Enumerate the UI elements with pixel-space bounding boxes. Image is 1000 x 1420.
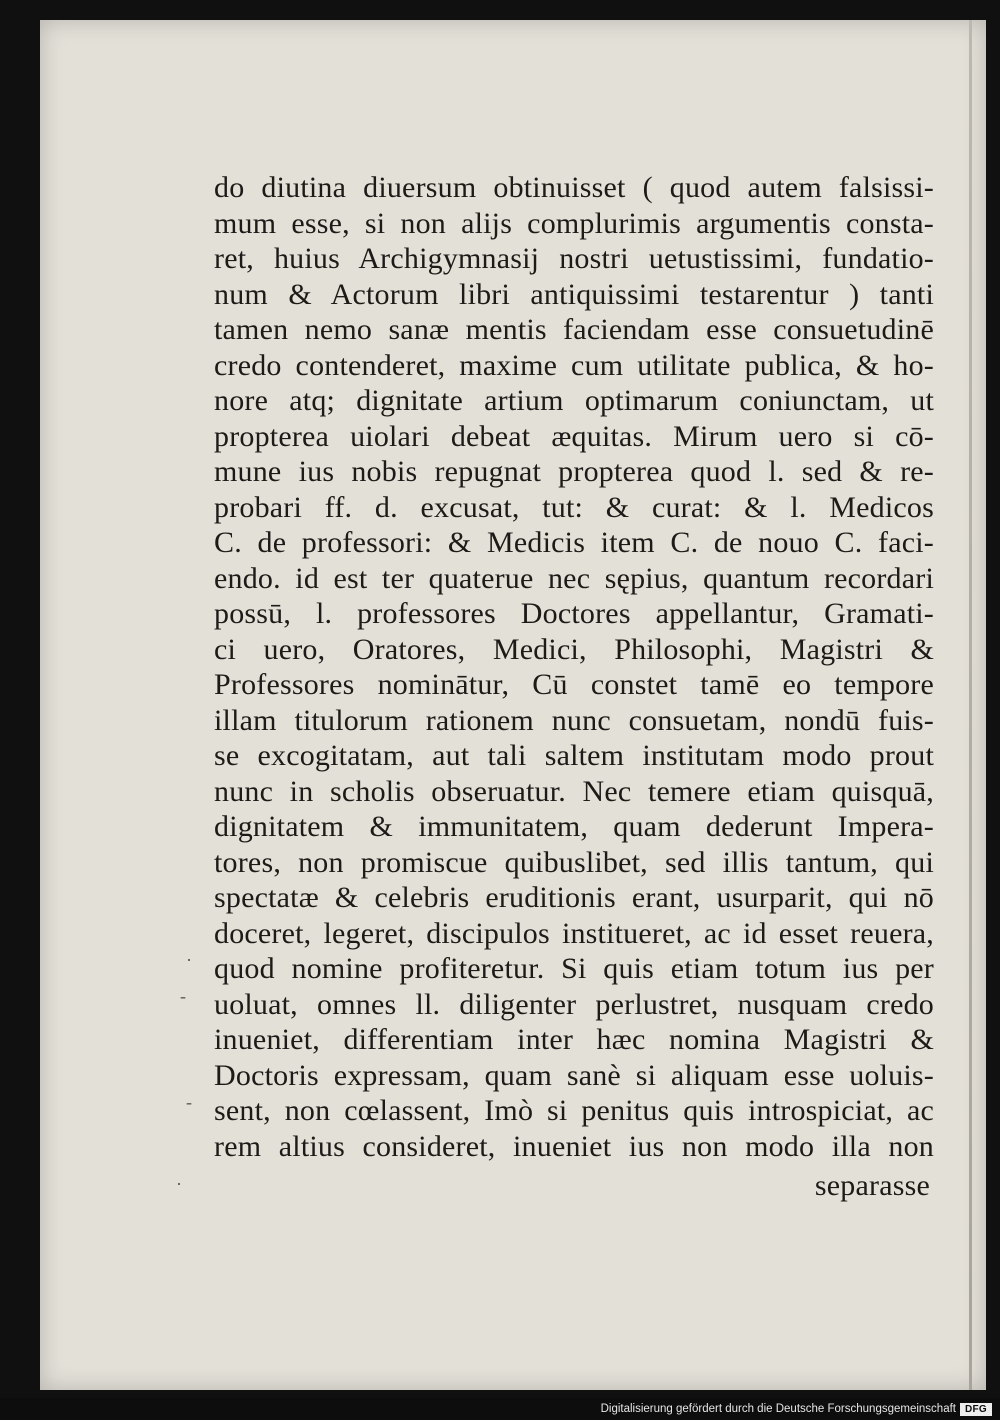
book-page bbox=[40, 20, 986, 1390]
text-line: possū, l. professores Doctores appellantur, Gramati- bbox=[214, 597, 934, 630]
text-line: ci uero, Oratores, Medici, Philosophi, Magistri & bbox=[214, 632, 934, 666]
catchword: separasse bbox=[814, 1169, 930, 1202]
dfg-logo: DFG bbox=[960, 1403, 992, 1416]
text-line: inueniet, differentiam inter hæc nomina Magistri & bbox=[214, 1023, 934, 1056]
text-line: do diutina diuersum obtinuisset ( quod autem falsissi- bbox=[214, 171, 934, 204]
text-line: se excogitatam, aut tali saltem institutam modo prout bbox=[214, 739, 934, 772]
text-line: Professores nominātur, Cū constet tamē eo tempore bbox=[214, 668, 934, 701]
text-block bbox=[214, 170, 934, 1204]
text-line: mum esse, si non alijs complurimis argumentis consta- bbox=[214, 206, 934, 240]
text-line: mune ius nobis repugnat propterea quod l. sed & re- bbox=[214, 455, 934, 488]
margin-mark: - bbox=[186, 1092, 192, 1112]
text-line: endo. id est ter quaterue nec sępius, quantum recordari bbox=[214, 561, 934, 595]
text-line: quod nomine profiteretur. Si quis etiam totum ius per bbox=[214, 952, 934, 985]
page-edge bbox=[969, 20, 972, 1390]
text-line: ret, huius Archigymnasij nostri uetustissimi, fundatio- bbox=[214, 242, 934, 275]
text-line: dignitatem & immunitatem, quam dederunt Impera- bbox=[214, 810, 934, 843]
text-line: num & Actorum libri antiquissimi testarentur ) tanti bbox=[214, 277, 934, 311]
text-line: tamen nemo sanæ mentis faciendam esse consuetudinē bbox=[214, 313, 934, 346]
text-line: tores, non promiscue quibuslibet, sed illis tantum, qui bbox=[214, 845, 934, 879]
margin-mark: · bbox=[176, 1174, 182, 1194]
digitization-credit: Digitalisierung gefördert durch die Deutsche Forschungsgemeinschaft bbox=[600, 1403, 956, 1415]
text-line: Doctoris expressam, quam sanè si aliquam esse uoluis- bbox=[214, 1058, 934, 1092]
margin-mark: · bbox=[186, 950, 192, 970]
text-line: C. de professori: & Medicis item C. de nouo C. faci- bbox=[214, 526, 934, 559]
footer-bar bbox=[0, 1398, 1000, 1420]
text-line: doceret, legeret, discipulos institueret, ac id esset reuera, bbox=[214, 916, 934, 950]
text-line: propterea uiolari debeat æquitas. Mirum uero si cō- bbox=[214, 419, 934, 453]
text-line: probari ff. d. excusat, tut: & curat: & l. Medicos bbox=[214, 490, 934, 524]
margin-mark: - bbox=[180, 986, 186, 1006]
text-line: spectatæ & celebris eruditionis erant, usurparit, qui nō bbox=[214, 881, 934, 914]
text-line: nore atq; dignitate artium optimarum coniunctam, ut bbox=[214, 384, 934, 417]
text-line: rem altius consideret, inueniet ius non modo illa non bbox=[214, 1129, 934, 1163]
text-line: nunc in scholis obseruatur. Nec temere etiam quisquā, bbox=[214, 774, 934, 808]
text-line: illam titulorum rationem nunc consuetam, nondū fuis- bbox=[214, 703, 934, 737]
text-line: uoluat, omnes ll. diligenter perlustret, nusquam credo bbox=[214, 987, 934, 1021]
text-line: sent, non cœlassent, Imò si penitus quis introspiciat, ac bbox=[214, 1094, 934, 1127]
text-line: credo contenderet, maxime cum utilitate publica, & ho- bbox=[214, 348, 934, 382]
